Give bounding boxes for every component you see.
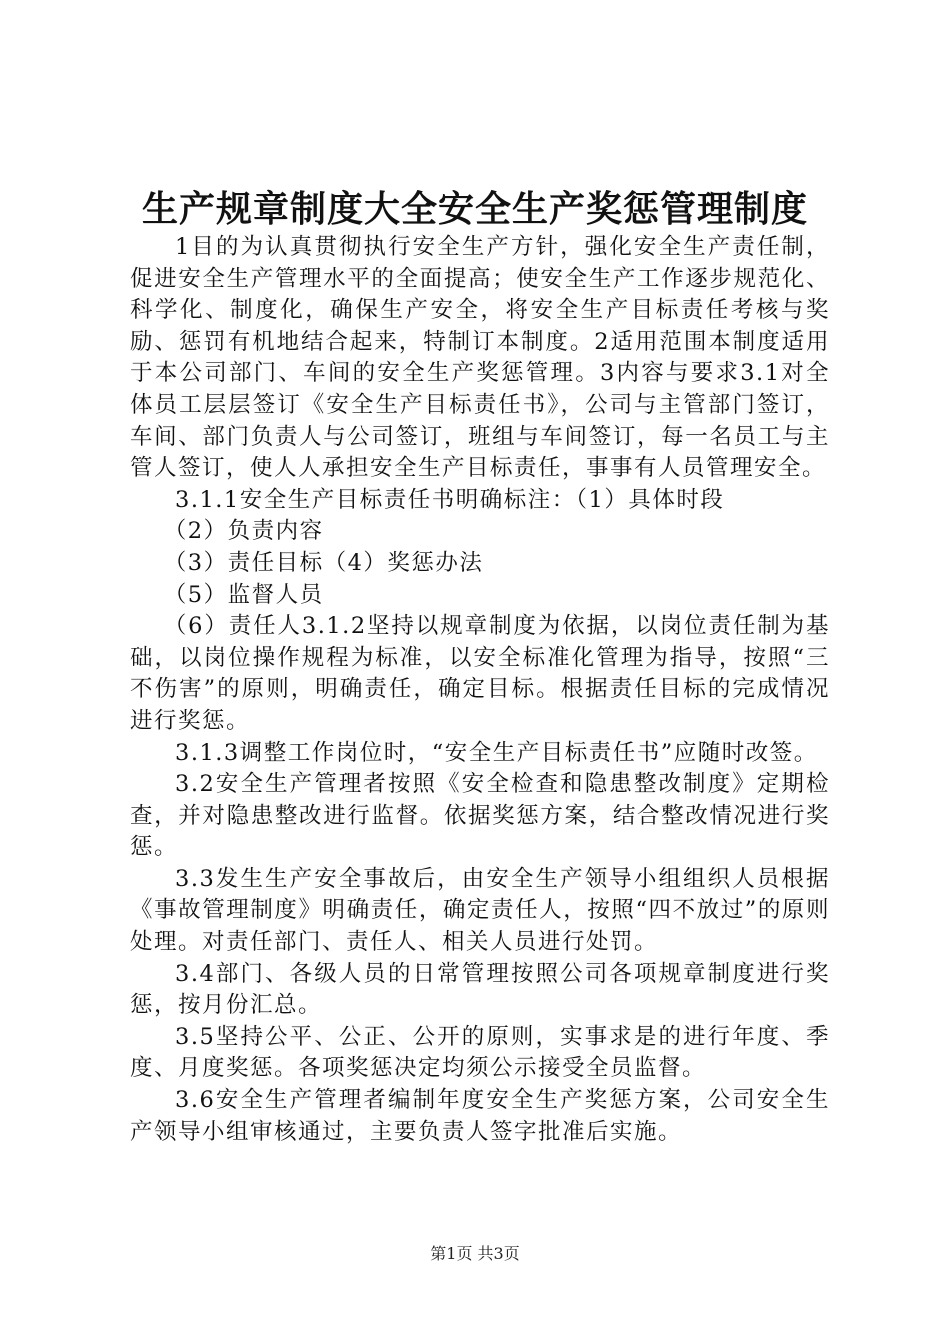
paragraph-3-1-1: 3.1.1安全生产目标责任书明确标注：（1）具体时段 bbox=[175, 486, 725, 513]
paragraph-3-1-3: 3.1.3调整工作岗位时，“安全生产目标责任书”应随时改签。 bbox=[175, 739, 818, 766]
paragraph-item-6-and-3-1-2: （6）责任人3.1.2坚持以规章制度为依据，以岗位责任制为基础，以岗位操作规程为标准，以安全标准化管理为指导，按照“三不伤害”的原则，明确责任，确定目标。根据责任目标的完成情况进行奖惩。 bbox=[130, 613, 830, 734]
paragraph-3-6: 3.6安全生产管理者编制年度安全生产奖惩方案，公司安全生产领导小组审核通过，主要负责人签字批准后实施。 bbox=[130, 1087, 830, 1145]
paragraph-item-3-4: （3）责任目标（4）奖惩办法 bbox=[163, 549, 484, 576]
paragraph-3-3: 3.3发生生产安全事故后，由安全生产领导小组组织人员根据《事故管理制度》明确责任，确定责任人，按照“四不放过”的原则处理。对责任部门、责任人、相关人员进行处罚。 bbox=[130, 865, 830, 956]
document-body bbox=[130, 232, 830, 1148]
document-title: 生产规章制度大全安全生产奖惩管理制度 bbox=[141, 188, 808, 230]
page-number-footer: 第1页 共3页 bbox=[430, 1244, 520, 1263]
paragraph-3-4: 3.4部门、各级人员的日常管理按照公司各项规章制度进行奖惩，按月份汇总。 bbox=[130, 960, 830, 1019]
paragraph-item-5: （5）监督人员 bbox=[163, 581, 324, 608]
paragraph-3-5: 3.5坚持公平、公正、公开的原则，实事求是的进行年度、季度、月度奖惩。各项奖惩决定均须公示接受全员监督。 bbox=[130, 1023, 830, 1082]
paragraph-3-2: 3.2安全生产管理者按照《安全检查和隐患整改制度》定期检查，并对隐患整改进行监督。依据奖惩方案，结合整改情况进行奖惩。 bbox=[130, 771, 830, 861]
paragraph-item-2: （2）负责内容 bbox=[163, 518, 324, 545]
paragraph-purpose-scope-requirements: 1目的为认真贯彻执行安全生产方针，强化安全生产责任制，促进安全生产管理水平的全面提高；使安全生产工作逐步规范化、科学化、制度化，确保生产安全，将安全生产目标责任考核与奖励、惩罚有机地结合起来，特制订本制度。2适用范围本制度适用于本公司部门、车间的安全生产奖惩管理。3内容与要求3.1对全体员工层层签订《安全生产目标责任书》，公司与主管部门签订，车间、部门负责人与公司签订，班组与车间签订，每一名员工与主管人签订，使人人承担安全生产目标责任，事事有人员管理安全。 bbox=[130, 234, 830, 482]
